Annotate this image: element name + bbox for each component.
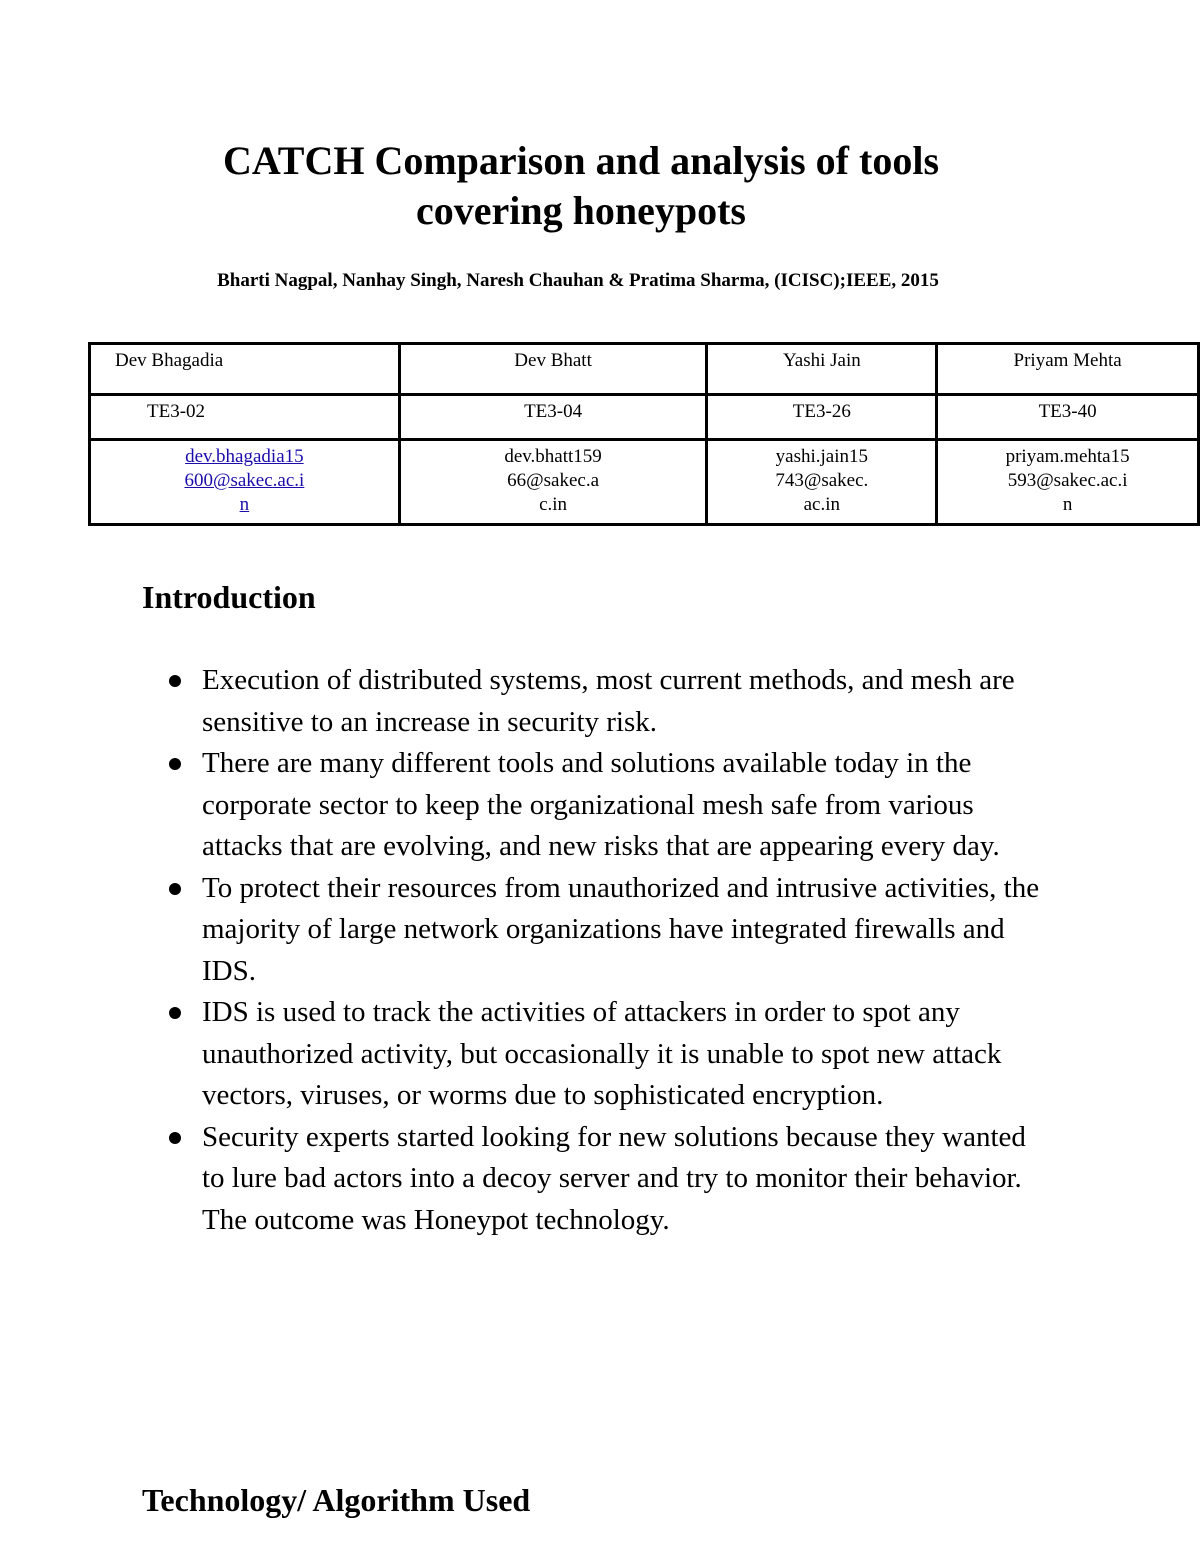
member-roll-cell: TE3-26 [707, 395, 937, 440]
technology-heading: Technology/ Algorithm Used [142, 1482, 531, 1518]
member-name-cell: Yashi Jain [707, 344, 937, 395]
list-item: Security experts started looking for new solutions because they wanted to lure bad actors into a decoy server and try to monitor their behavior. The outcome was Honeypot technology. [142, 1117, 1042, 1242]
list-item: Execution of distributed systems, most current methods, and mesh are sensitive to an increase in security risk. [142, 660, 1042, 743]
member-name-cell: Priyam Mehta [937, 344, 1199, 395]
member-name-cell: Dev Bhagadia [90, 344, 400, 395]
member-email-text: dev.bhatt159 66@sakec.a c.in [504, 446, 602, 515]
member-email-cell [90, 440, 400, 525]
member-name-cell: Dev Bhatt [399, 344, 707, 395]
list-item: IDS is used to track the activities of attackers in order to spot any unauthorized activity, but occasionally it is unable to spot new attack vectors, viruses, or worms due to sophisticated encryption. [142, 992, 1042, 1117]
member-emails-row [90, 440, 1199, 525]
team-members-table [88, 342, 1200, 526]
member-rolls-row [90, 395, 1199, 440]
member-roll-cell: TE3-04 [399, 395, 707, 440]
list-item: There are many different tools and solutions available today in the corporate sector to keep the organizational mesh safe from various attacks that are evolving, and new risks that are appearing every day. [142, 743, 1042, 868]
member-roll-cell: TE3-02 [90, 395, 400, 440]
paper-title-line-1: CATCH Comparison and analysis of tools [222, 138, 940, 183]
member-email-text: yashi.jain15 743@sakec. ac.in [775, 446, 869, 515]
member-email-text: priyam.mehta15 593@sakec.ac.i n [1005, 446, 1130, 515]
introduction-heading: Introduction [142, 579, 316, 615]
member-email-link[interactable]: dev.bhagadia15 600@sakec.ac.i n [184, 446, 305, 515]
paper-title [0, 136, 1162, 236]
member-names-row [90, 344, 1199, 395]
member-email-cell [937, 440, 1199, 525]
paper-title-line-2: covering honeypots [416, 188, 746, 233]
member-roll-cell: TE3-40 [937, 395, 1199, 440]
member-email-cell [707, 440, 937, 525]
member-email-cell [399, 440, 707, 525]
list-item: To protect their resources from unauthorized and intrusive activities, the majority of large network organizations have integrated firewalls and IDS. [142, 868, 1042, 993]
introduction-bullet-list [142, 660, 1042, 1241]
paper-authors: Bharti Nagpal, Nanhay Singh, Naresh Chauhan & Pratima Sharma, (ICISC);IEEE, 2015 [217, 270, 939, 291]
